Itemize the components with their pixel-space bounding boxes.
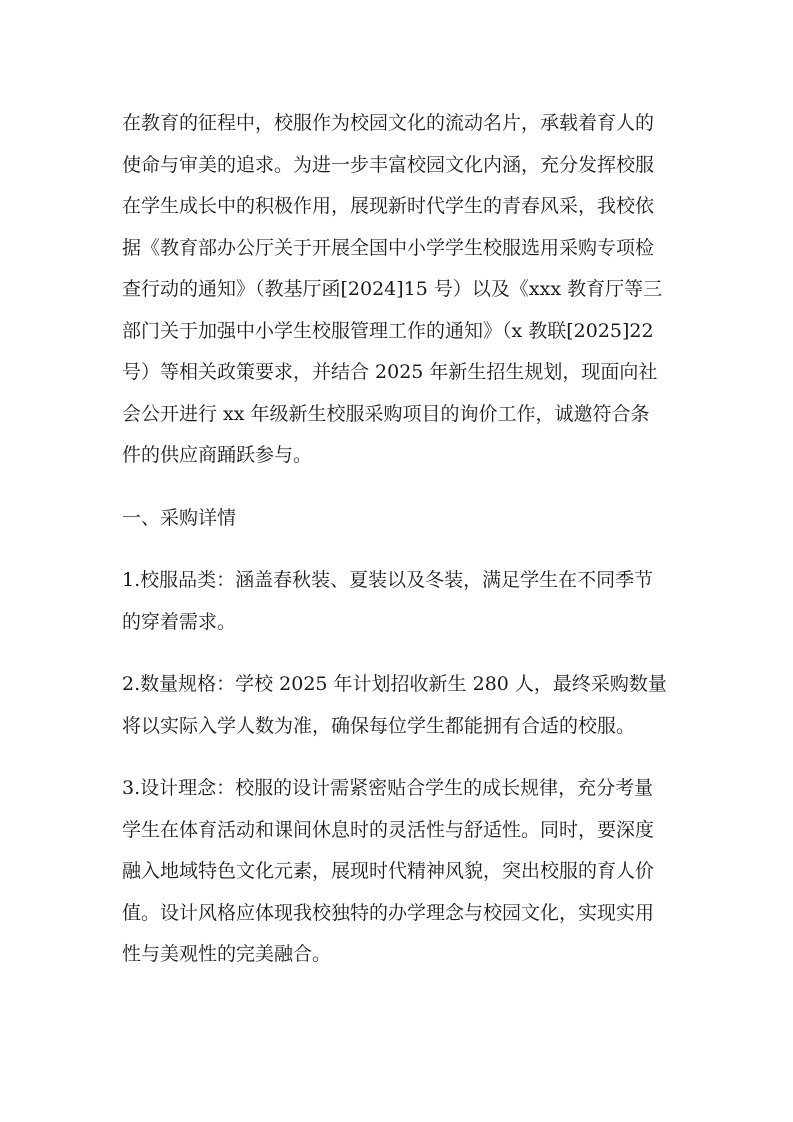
item-design-concept [122,768,682,976]
text-line: 查行动的通知》（教基厅函[2024]15 号）以及《xxx 教育厅等三 [122,278,663,300]
text-line: 3.设计理念：校服的设计需紧密贴合学生的成长规律，充分考量 [122,777,654,799]
text-line: 值。设计风格应体现我校独特的办学理念与校园文化，实现实用 [122,901,655,924]
text-line: 2.数量规格：学校 2025 年计划招收新生 280 人，最终采购数量 [122,673,667,695]
intro-paragraph [122,103,682,477]
text-line: 会公开进行 xx 年级新生校服采购项目的询价工作，诚邀符合条 [122,402,650,425]
heading-text: 一、采购详情 [122,506,237,529]
text-line: 性与美观性的完美融合。 [122,943,332,965]
text-line: 在教育的征程中，校服作为校园文化的流动名片，承载着育人的 [122,112,655,134]
text-line: 的穿着需求。 [122,610,237,633]
text-line: 使命与审美的追求。为进一步丰富校园文化内涵，充分发挥校服 [122,153,655,176]
text-line: 学生在体育活动和课间休息时的灵活性与舒适性。同时，要深度 [122,818,655,841]
text-line: 在学生成长中的积极作用，展现新时代学生的青春风采，我校依 [122,195,655,217]
text-line: 1.校服品类：涵盖春秋装、夏装以及冬装，满足学生在不同季节 [122,569,654,591]
text-line: 部门关于加强中小学生校服管理工作的通知》（x 教联[2025]22 [122,319,654,342]
section-heading [122,498,682,540]
text-line: 件的供应商踊跃参与。 [122,444,313,466]
text-line: 据《教育部办公厅关于开展全国中小学学生校服选用采购专项检 [122,236,655,259]
text-line: 将以实际入学人数为准，确保每位学生都能拥有合适的校服。 [122,714,636,737]
text-line: 号）等相关政策要求，并结合 2025 年新生招生规划，现面向社 [122,361,658,383]
document-page [122,103,682,997]
text-line: 融入地域特色文化元素，展现时代精神风貌，突出校服的育人价 [122,860,655,882]
item-uniform-category [122,560,682,643]
item-quantity [122,664,682,747]
